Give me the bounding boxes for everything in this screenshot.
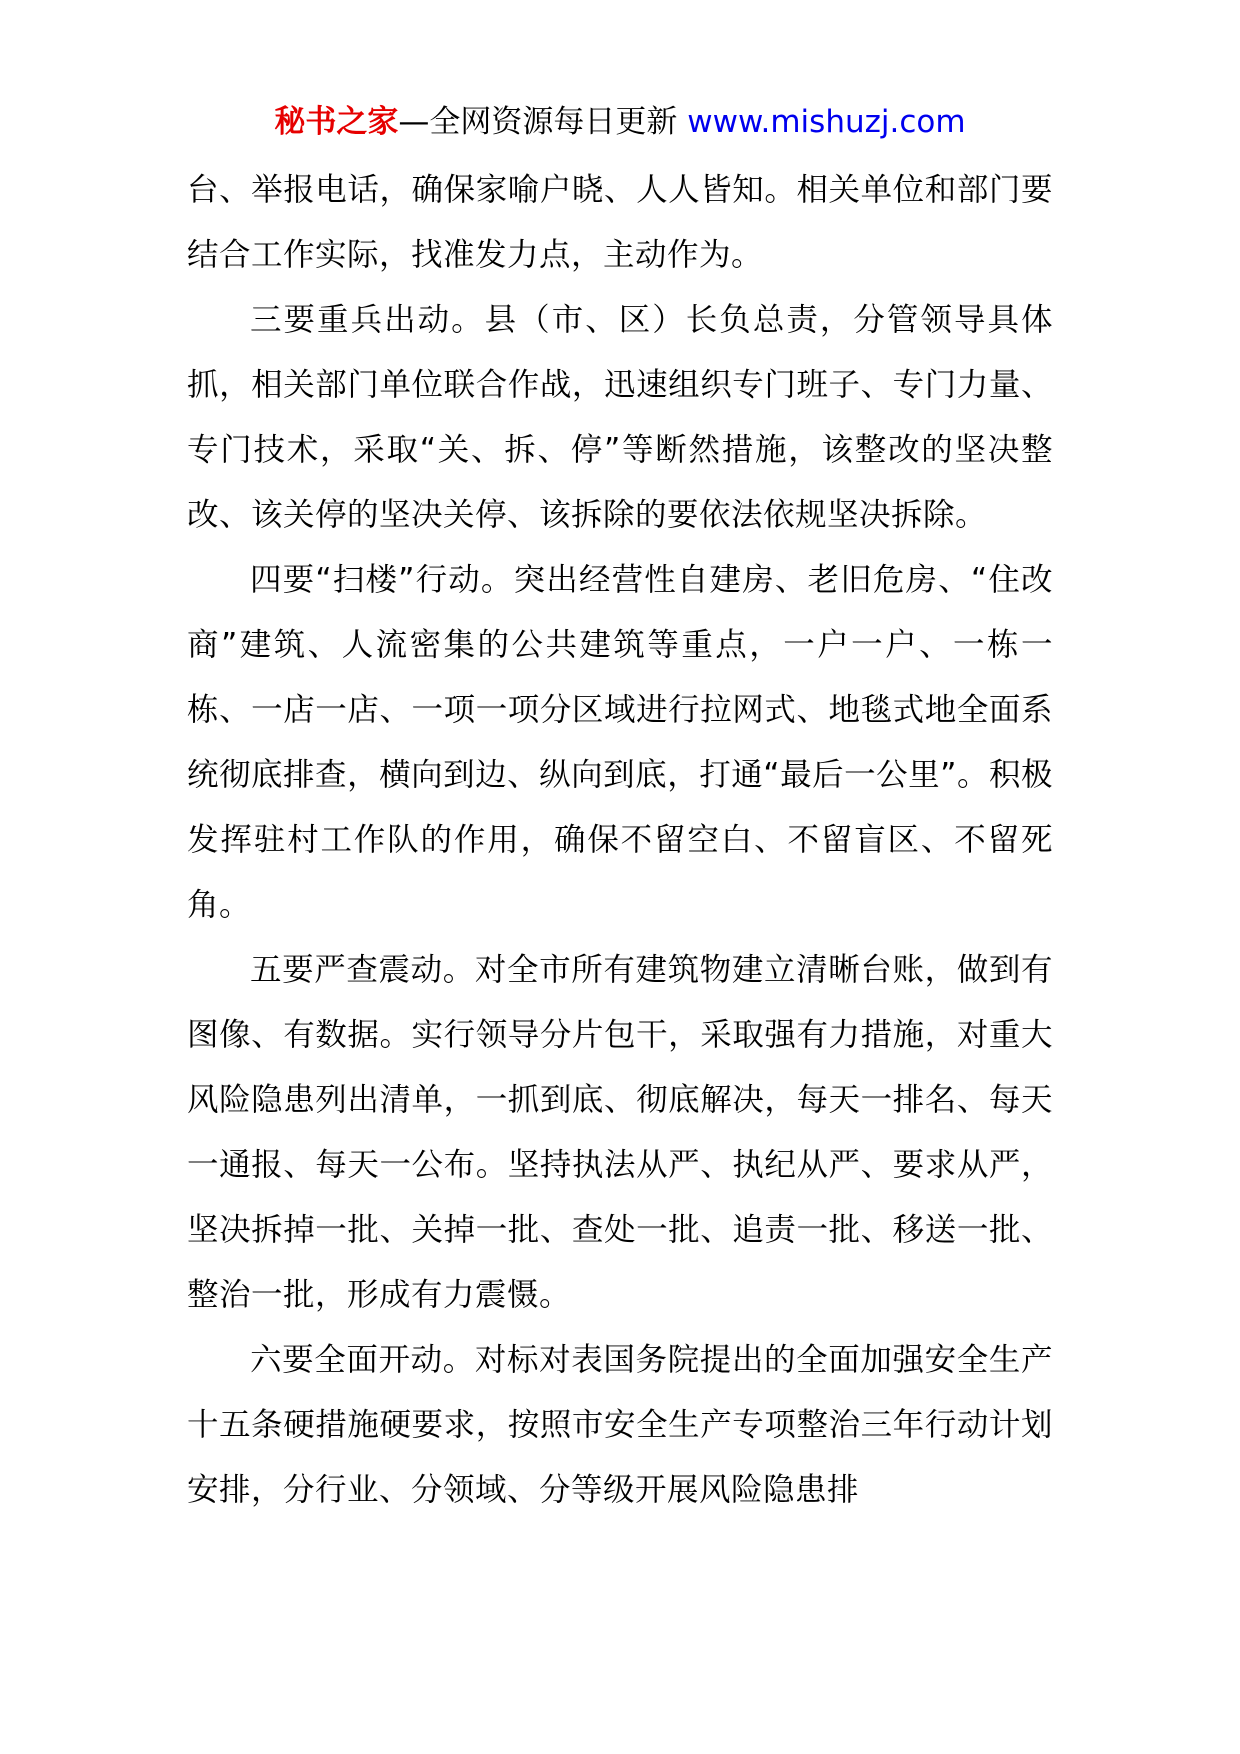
header-url-link[interactable]: www.mishuzj.com <box>687 104 966 140</box>
header-tagline: —全网资源每日更新 <box>398 104 688 140</box>
paragraph-5: 六要全面开动。对标对表国务院提出的全面加强安全生产十五条硬措施硬要求，按照市安全生产专项整治三年行动计划安排，分行业、分领域、分等级开展风险隐患排 <box>187 1342 1053 1508</box>
header-brand: 秘书之家 <box>274 104 399 140</box>
paragraph-4: 五要严查震动。对全市所有建筑物建立清晰台账，做到有图像、有数据。实行领导分片包干，采取强有力措施，对重大风险隐患列出清单，一抓到底、彻底解决，每天一排名、每天一通报、每天一公布。坚持执法从严、执纪从严、要求从严，坚决拆掉一批、关掉一批、查处一批、追责一批、移送一批、整治一批，形成有力震慑。 <box>187 952 1053 1313</box>
document-body <box>187 158 1053 1523</box>
paragraph-2: 三要重兵出动。县（市、区）长负总责，分管领导具体抓，相关部门单位联合作战，迅速组织专门班子、专门力量、专门技术，采取“关、拆、停”等断然措施，该整改的坚决整改、该关停的坚决关停、该拆除的要依法依规坚决拆除。 <box>187 302 1053 533</box>
page-header <box>0 102 1240 142</box>
paragraph-3: 四要“扫楼”行动。突出经营性自建房、老旧危房、“住改商”建筑、人流密集的公共建筑等重点，一户一户、一栋一栋、一店一店、一项一项分区域进行拉网式、地毯式地全面系统彻底排查，横向到边、纵向到底，打通“最后一公里”。积极发挥驻村工作队的作用，确保不留空白、不留盲区、不留死角。 <box>187 562 1053 923</box>
paragraph-1: 台、举报电话，确保家喻户晓、人人皆知。相关单位和部门要结合工作实际，找准发力点，主动作为。 <box>187 172 1053 273</box>
